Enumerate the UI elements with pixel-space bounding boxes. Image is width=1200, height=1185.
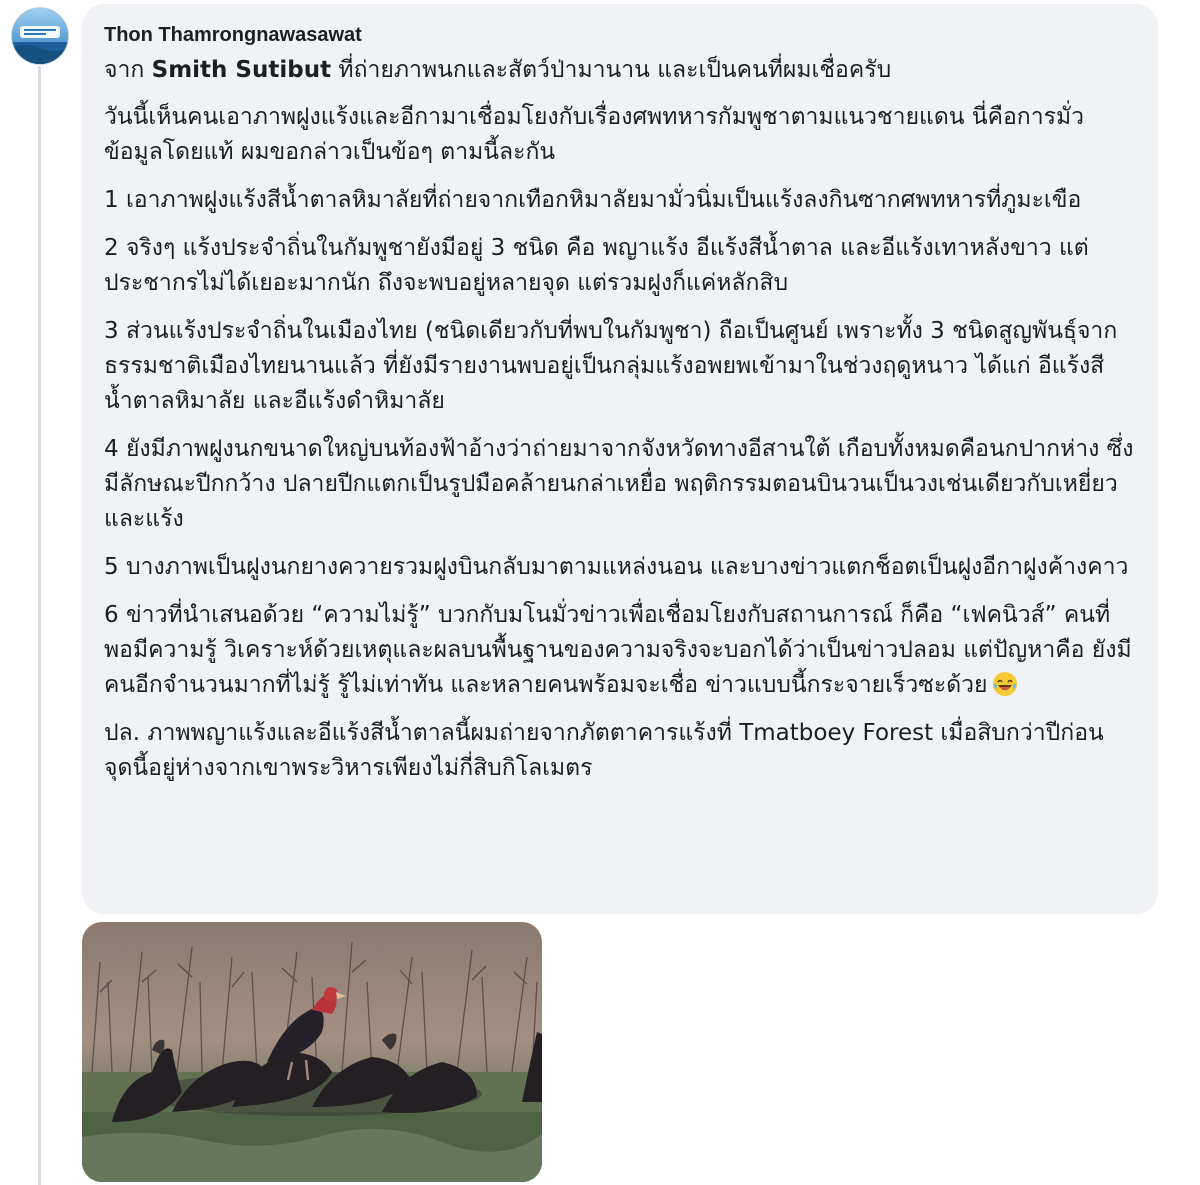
laughing-tears-emoji-icon bbox=[992, 671, 1018, 697]
comment-paragraph: 4 ยังมีภาพฝูงนกขนาดใหญ่บนท้องฟ้าอ้างว่าถ่ายมาจากจังหวัดทางอีสานใต้ เกือบทั้งหมดคือนกปากห่าง ซึ่งมีลักษณะปีกกว้าง ปลายปีกแตกเป็นรูปมือคล้ายนกล่าเหยื่อ พฤติกรรมตอนบินวนเป็นวงเช่นเดียวกับเหยี่ยวและแร้ง bbox=[104, 436, 1134, 532]
comment-paragraph: วันนี้เห็นคนเอาภาพฝูงแร้งและอีกามาเชื่อมโยงกับเรื่องศพทหารกัมพูชาตามแนวชายแดน นี่คือการมั่วข้อมูลโดยแท้ ผมขอกล่าวเป็นข้อๆ ตามนี้ละกัน bbox=[104, 104, 1085, 165]
intro-prefix: จาก bbox=[104, 57, 152, 83]
avatar-image-icon bbox=[12, 8, 68, 64]
vultures-photo-icon bbox=[82, 922, 542, 1182]
comment-intro bbox=[104, 54, 1136, 86]
author-avatar[interactable] bbox=[12, 8, 68, 64]
thread-line bbox=[38, 66, 41, 1185]
comment-paragraph: 3 ส่วนแร้งประจำถิ่นในเมืองไทย (ชนิดเดียวกับที่พบในกัมพูชา) ถือเป็นศูนย์ เพราะทั้ง 3 ชนิดสูญพันธุ์จากธรรมชาติเมืองไทยนานแล้ว ที่ยังมีรายงานพบอยู่เป็นกลุ่มแร้งอพยพเข้ามาในช่วงฤดูหนาว ได้แก่ อีแร้งสีน้ำตาลหิมาลัย และอีแร้งดำหิมาลัย bbox=[104, 318, 1118, 414]
comment-paragraph: 2 จริงๆ แร้งประจำถิ่นในกัมพูชายังมีอยู่ 3 ชนิด คือ พญาแร้ง อีแร้งสีน้ำตาล และอีแร้งเทาหลังขาว แต่ประชากรไม่ได้เยอะมากนัก ถึงจะพบอยู่หลายจุด แต่รวมฝูงก็แค่หลักสิบ bbox=[104, 235, 1089, 296]
comment-paragraph bbox=[104, 598, 1136, 703]
comment-paragraph-text: 6 ข่าวที่นำเสนอด้วย “ความไม่รู้” บวกกับมโนมั่วข่าวเพื่อเชื่อมโยงกับสถานการณ์ ก็คือ “เฟคนิวส์” คนที่พอมีความรู้ วิเคราะห์ด้วยเหตุและผลบนพื้นฐานของความจริงจะบอกได้ว่าเป็นข่าวปลอม แต่ปัญหาคือ ยังมีคนอีกจำนวนมากที่ไม่รู้ รู้ไม่เท่าทัน และหลายคนพร้อมจะเชื่อ ข่าวแบบนี้กระจายเร็วซะด้วย bbox=[104, 602, 1132, 698]
intro-highlight-name: Smith Sutibut bbox=[151, 57, 332, 83]
comment-paragraph: 1 เอาภาพฝูงแร้งสีน้ำตาลหิมาลัยที่ถ่ายจากเทือกหิมาลัยมามั่วนิ่มเป็นแร้งลงกินซากศพทหารที่ภูมะเขือ bbox=[104, 187, 1082, 213]
vultures-photo[interactable] bbox=[82, 922, 542, 1182]
intro-suffix: ที่ถ่ายภาพนกและสัตว์ป่ามานาน และเป็นคนที่ผมเชื่อครับ bbox=[331, 57, 892, 83]
comment-author-name[interactable]: Thon Thamrongnawasawat bbox=[104, 24, 362, 46]
comment-paragraph: ปล. ภาพพญาแร้งและอีแร้งสีน้ำตาลนี้ผมถ่ายจากภัตตาคารแร้งที่ Tmatboey Forest เมื่อสิบกว่าปีก่อน จุดนี้อยู่ห่างจากเขาพระวิหารเพียงไม่กี่สิบกิโลเมตร bbox=[104, 720, 1104, 781]
comment-bubble bbox=[82, 4, 1158, 914]
comment-paragraph: 5 บางภาพเป็นฝูงนกยางควายรวมฝูงบินกลับมาตามแหล่งนอน และบางข่าวแตกช็อตเป็นฝูงอีกาฝูงค้างคาว bbox=[104, 554, 1129, 580]
